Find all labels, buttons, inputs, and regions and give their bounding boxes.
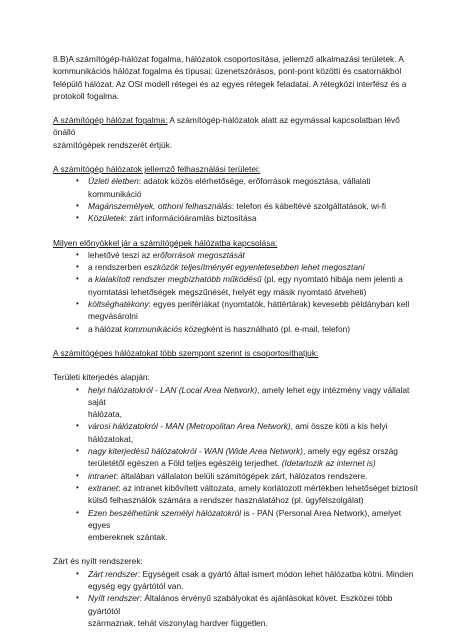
- section-heading: A számítógépes hálózatokat több szempont szerint is csoportosíthatjuk:: [53, 347, 319, 358]
- section-heading: A számítógép hálózat fogalma:: [53, 115, 168, 126]
- section-heading: A számítógép hálózatok jellemző felhasználási területei:: [53, 164, 261, 175]
- intro-line: felépülő hálózat. Az OSI modell rétegei és az egyes rétegek feladatai. A rétegközi interfész és a: [53, 78, 407, 89]
- list-item: • extranet: az intranet kibővített változata, amely korlátozott mértékben lehetőséget biztosít külső felhasználók számára a rendszer használatához (pl. ügyfélszolgálat): [76, 482, 419, 506]
- intro-line: protokoll fogalma.: [53, 90, 120, 101]
- list-item: • Nyílt rendszer: Általános érvényű szabályokat és ajánlásokat követ. Eszközei több gyártótól származnak, tehát viszonylag hardver független.: [76, 593, 393, 628]
- list-item: • Magánszemélyek, otthoni felhasználás: telefon és kábeltévé szolgáltatások, wi-fi: [76, 200, 386, 211]
- advantages-section: [53, 237, 422, 335]
- bullet-icon: •: [76, 176, 79, 186]
- list-item: • a hálózat kommunikációs közegként is használható (pl. e-mail, telefon): [76, 323, 351, 334]
- subsection-heading: Területi kiterjedés alapján:: [53, 372, 150, 383]
- bullet-icon: •: [76, 568, 79, 578]
- list-item: • intranet: általában vállalaton belüli számítógépek zárt, hálózatos rendszere.: [76, 470, 368, 481]
- usage-section: [53, 163, 422, 224]
- definition-section: [53, 114, 422, 151]
- list-item: • Üzleti életben: adatok közös elérhetősége, erőforrások megosztása, vállalati kommunikáció: [76, 176, 371, 199]
- definition-text: számítógépek rendszerét értjük.: [53, 139, 173, 150]
- bullet-icon: •: [76, 274, 79, 284]
- bullet-icon: •: [76, 384, 79, 394]
- bullet-icon: •: [76, 482, 79, 492]
- definition-text: A számítógép-hálózatok alatt az egymással kapcsolatban lévő önálló: [53, 115, 400, 138]
- bullet-icon: •: [76, 200, 79, 210]
- territorial-list: [53, 384, 422, 544]
- bullet-icon: •: [76, 262, 79, 272]
- bullet-icon: •: [76, 446, 79, 456]
- list-item: • helyi hálózatokról - LAN (Local Area Network), amely lehet egy intézmény vagy vállalat saját hálózata,: [76, 384, 410, 420]
- intro-line: kommunikációs hálózat fogalma és típusai: üzenetszórásos, pont-pont közötti és csatornákból: [53, 66, 402, 77]
- subsection-heading: Zárt és nyílt rendszerek:: [53, 556, 143, 567]
- intro-paragraph: [53, 53, 422, 102]
- bullet-icon: •: [76, 323, 79, 333]
- territorial-section: [53, 371, 422, 543]
- intro-line: 8.B)A számítógép-hálózat fogalma, hálózatok csoportosítása, jellemző alkalmazási területek. A: [53, 54, 404, 64]
- open-closed-list: [53, 568, 422, 629]
- usage-list: [53, 175, 422, 224]
- list-item: • városi hálózatokról - MAN (Metropolitan Area Network), ami össze köti a kis helyi hálózatokat,: [76, 421, 388, 444]
- bullet-icon: •: [76, 507, 79, 517]
- open-closed-section: [53, 555, 422, 629]
- advantages-list: [53, 249, 422, 335]
- list-item: • a kialakított rendszer megbízhatóbb működésű (pl. egy nyomtató hibája nem jelenti a nyomtatási lehetőségek megszűnését, helyét egy másik nyomtató átveheti): [76, 274, 403, 297]
- section-heading: Milyen előnyökkel jár a számítógépek hálózatba kapcsolása:: [53, 237, 278, 248]
- bullet-icon: •: [76, 421, 79, 431]
- list-item: • költséghatékony: egyes perifériákat (nyomtatók, háttértárak) kevesebb példányban kell megvásárolni: [76, 299, 410, 322]
- list-item: • Ezen beszélhetünk személyi hálózatokról is - PAN (Personal Area Network), amelyet egyes embereknek szántak.: [76, 507, 402, 543]
- list-item: • nagy kiterjedésű hálózatokról - WAN (Wide Area Network), amely egy egész ország területétől egészen a Föld teljes egészéig terjedhet. (Idetartozik az internet is): [76, 446, 398, 469]
- list-item: • Közületek: zárt információáramlás biztosítása: [76, 213, 257, 224]
- bullet-icon: •: [76, 249, 79, 259]
- list-item: • lehetővé teszi az erőforrások megosztását: [76, 249, 245, 260]
- bullet-icon: •: [76, 213, 79, 223]
- bullet-icon: •: [76, 299, 79, 309]
- bullet-icon: •: [76, 470, 79, 480]
- list-item: • a rendszerben eszközök teljesítményét egyenletesebben lehet megosztani: [76, 262, 365, 273]
- list-item: • Zárt rendszer: Egységeit csak a gyártó által ismert módon lehet hálózatba kötni. Minden egység egy gyártótól van.: [76, 568, 414, 591]
- bullet-icon: •: [76, 593, 79, 603]
